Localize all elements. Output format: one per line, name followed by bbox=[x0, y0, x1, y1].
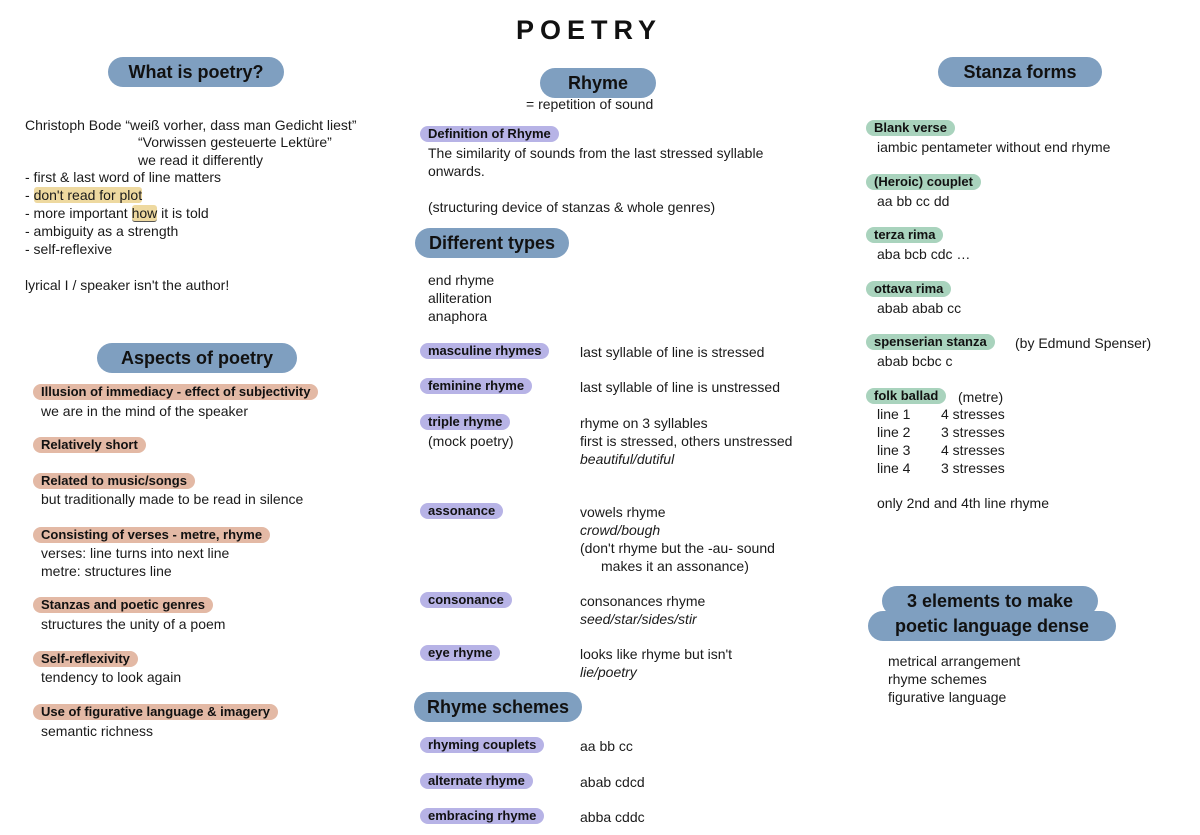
bullet-dont-read-plot: - don't read for plot bbox=[25, 187, 143, 203]
stanza-desc: aa bb cc dd bbox=[877, 193, 950, 209]
type-sub: (mock poetry) bbox=[428, 433, 514, 449]
aspect-desc: verses: line turns into next line bbox=[41, 545, 230, 561]
type-list-item: anaphora bbox=[428, 308, 488, 324]
type-tag-feminine: feminine rhyme bbox=[420, 378, 532, 394]
aspect-tag-stanzas: Stanzas and poetic genres bbox=[33, 597, 213, 613]
definition-line: The similarity of sounds from the last stressed syllable bbox=[428, 145, 764, 161]
rhyme-schemes-heading: Rhyme schemes bbox=[414, 692, 582, 722]
aspect-desc: structures the unity of a poem bbox=[41, 616, 226, 632]
what-is-poetry-heading: What is poetry? bbox=[108, 57, 284, 87]
type-desc: vowels rhyme bbox=[580, 504, 666, 520]
highlight-dont-read-plot: don't read for plot bbox=[33, 187, 143, 203]
scheme-desc: abba cddc bbox=[580, 809, 645, 825]
type-list-item: alliteration bbox=[428, 290, 492, 306]
element-item: metrical arrangement bbox=[888, 653, 1021, 669]
type-tag-consonance: consonance bbox=[420, 592, 512, 608]
ballad-line-stresses: 3 stresses bbox=[941, 424, 1005, 440]
aspect-tag-verses: Consisting of verses - metre, rhyme bbox=[33, 527, 270, 543]
type-note: (don't rhyme but the -au- sound bbox=[580, 540, 775, 556]
rhyme-subheading: = repetition of sound bbox=[526, 96, 654, 112]
aspect-desc: metre: structures line bbox=[41, 563, 172, 579]
aspect-tag-self-reflexivity: Self-reflexivity bbox=[33, 651, 138, 667]
speaker-note: lyrical I / speaker isn't the author! bbox=[25, 277, 230, 293]
aspect-tag-short: Relatively short bbox=[33, 437, 146, 453]
type-desc: last syllable of line is stressed bbox=[580, 344, 765, 360]
stanza-desc: aba bcb cdc … bbox=[877, 246, 971, 262]
type-example: beautiful/dutiful bbox=[580, 451, 675, 467]
read-differently: we read it differently bbox=[138, 152, 264, 168]
type-desc: rhyme on 3 syllables bbox=[580, 415, 708, 431]
elements-heading-line2: poetic language dense bbox=[868, 611, 1116, 641]
bode-quote: Christoph Bode “weiß vorher, dass man Gedicht liest” bbox=[25, 117, 357, 133]
bullet-self-reflexive: - self-reflexive bbox=[25, 241, 113, 257]
stanza-after: (metre) bbox=[958, 389, 1004, 405]
stanza-tag-spenserian: spenserian stanza bbox=[866, 334, 995, 350]
vorwissen-quote: “Vorwissen gesteuerte Lektüre” bbox=[138, 134, 332, 150]
elements-heading-line1: 3 elements to make bbox=[882, 586, 1098, 616]
scheme-tag-embracing: embracing rhyme bbox=[420, 808, 544, 824]
different-types-heading: Different types bbox=[415, 228, 569, 258]
bullet-how-told: - more important how it is told bbox=[25, 205, 209, 221]
stanza-after: (by Edmund Spenser) bbox=[1015, 335, 1152, 351]
ballad-line-label: line 3 bbox=[877, 442, 911, 458]
stanza-tag-ottava-rima: ottava rima bbox=[866, 281, 951, 297]
stanza-desc: abab bcbc c bbox=[877, 353, 953, 369]
ballad-line-label: line 2 bbox=[877, 424, 911, 440]
stanza-forms-heading: Stanza forms bbox=[938, 57, 1102, 87]
type-tag-assonance: assonance bbox=[420, 503, 503, 519]
aspect-tag-music: Related to music/songs bbox=[33, 473, 195, 489]
definition-note: (structuring device of stanzas & whole genres) bbox=[428, 199, 716, 215]
type-desc: consonances rhyme bbox=[580, 593, 706, 609]
type-note: makes it an assonance) bbox=[601, 558, 749, 574]
stanza-tag-terza-rima: terza rima bbox=[866, 227, 943, 243]
page-title: POETRY bbox=[516, 15, 663, 45]
stanza-desc: iambic pentameter without end rhyme bbox=[877, 139, 1111, 155]
definition-tag: Definition of Rhyme bbox=[420, 126, 559, 142]
scheme-tag-alternate: alternate rhyme bbox=[420, 773, 533, 789]
ballad-note: only 2nd and 4th line rhyme bbox=[877, 495, 1049, 511]
stanza-tag-couplet: (Heroic) couplet bbox=[866, 174, 981, 190]
aspect-desc: but traditionally made to be read in silence bbox=[41, 491, 304, 507]
ballad-line-label: line 4 bbox=[877, 460, 911, 476]
aspect-desc: we are in the mind of the speaker bbox=[41, 403, 249, 419]
element-item: rhyme schemes bbox=[888, 671, 987, 687]
ballad-line-stresses: 4 stresses bbox=[941, 442, 1005, 458]
element-item: figurative language bbox=[888, 689, 1007, 705]
type-example: crowd/bough bbox=[580, 522, 661, 538]
ballad-line-stresses: 4 stresses bbox=[941, 406, 1005, 422]
type-desc: first is stressed, others unstressed bbox=[580, 433, 793, 449]
stanza-desc: abab abab cc bbox=[877, 300, 962, 316]
stanza-tag-blank-verse: Blank verse bbox=[866, 120, 955, 136]
stanza-tag-folk-ballad: folk ballad bbox=[866, 388, 946, 404]
bullet-first-last: - first & last word of line matters bbox=[25, 169, 222, 185]
aspect-tag-figurative: Use of figurative language & imagery bbox=[33, 704, 278, 720]
scheme-desc: abab cdcd bbox=[580, 774, 645, 790]
type-desc: looks like rhyme but isn't bbox=[580, 646, 733, 662]
highlight-how: how bbox=[131, 205, 158, 221]
bullet-ambiguity: - ambiguity as a strength bbox=[25, 223, 179, 239]
type-example: lie/poetry bbox=[580, 664, 637, 680]
scheme-desc: aa bb cc bbox=[580, 738, 633, 754]
definition-line: onwards. bbox=[428, 163, 485, 179]
ballad-line-label: line 1 bbox=[877, 406, 911, 422]
aspect-desc: tendency to look again bbox=[41, 669, 182, 685]
aspect-desc: semantic richness bbox=[41, 723, 154, 739]
aspects-heading: Aspects of poetry bbox=[97, 343, 297, 373]
ballad-line-stresses: 3 stresses bbox=[941, 460, 1005, 476]
scheme-tag-couplets: rhyming couplets bbox=[420, 737, 544, 753]
type-example: seed/star/sides/stir bbox=[580, 611, 697, 627]
type-desc: last syllable of line is unstressed bbox=[580, 379, 780, 395]
type-tag-eye-rhyme: eye rhyme bbox=[420, 645, 500, 661]
rhyme-heading: Rhyme bbox=[540, 68, 656, 98]
type-tag-triple: triple rhyme bbox=[420, 414, 510, 430]
aspect-tag-immediacy: Illusion of immediacy - effect of subjectivity bbox=[33, 384, 318, 400]
type-tag-masculine: masculine rhymes bbox=[420, 343, 549, 359]
type-list-item: end rhyme bbox=[428, 272, 495, 288]
